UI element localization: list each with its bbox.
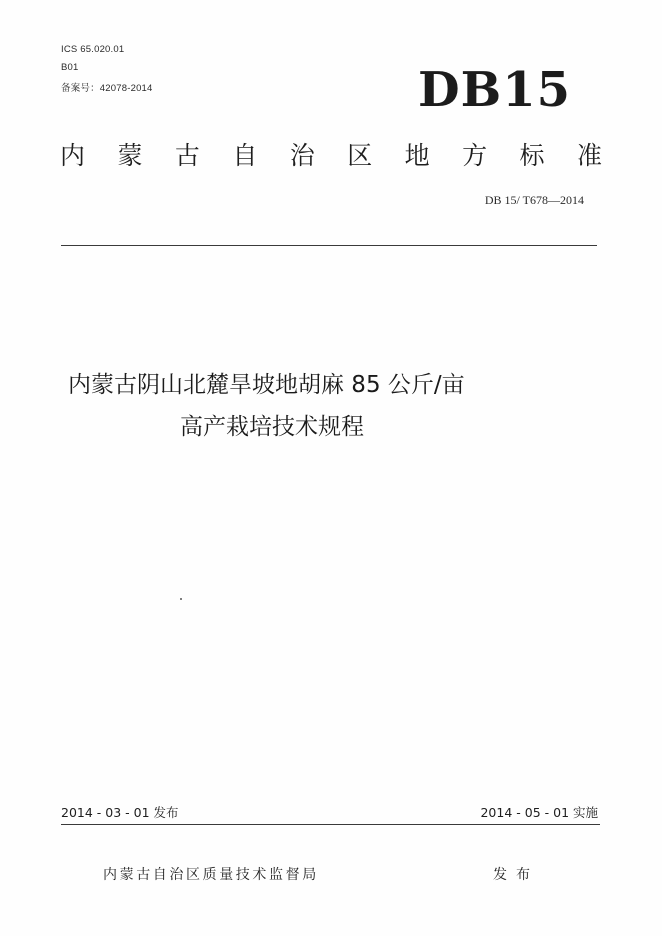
standard-code-mark: DB15	[418, 62, 571, 118]
category-char: 准	[576, 141, 602, 170]
category-char: 古	[174, 141, 200, 170]
scan-speck	[180, 598, 182, 600]
category-char: 标	[519, 141, 545, 170]
header-divider	[61, 245, 597, 246]
filing-number: 备案号：42078-2014	[61, 83, 153, 94]
category-char: 区	[347, 141, 373, 170]
implementation-date: 2014 - 05 - 01 实施	[480, 805, 598, 820]
category-char: 地	[404, 141, 430, 170]
category-char: 内	[60, 141, 86, 170]
document-title-line-1: 内蒙古阴山北麓旱坡地胡麻 85 公斤/亩	[68, 372, 465, 398]
ccs-code: B01	[61, 62, 79, 73]
issue-label: 发布	[493, 867, 539, 883]
ics-code: ICS 65.020.01	[61, 44, 125, 55]
category-char: 治	[289, 141, 315, 170]
category-char: 蒙	[117, 141, 143, 170]
standard-number: DB 15/ T678—2014	[484, 193, 584, 207]
footer-divider	[61, 824, 600, 825]
document-title-line-2: 高产栽培技术规程	[180, 414, 364, 440]
issue-date: 2014 - 03 - 01 发布	[61, 805, 179, 820]
category-char: 方	[462, 141, 488, 170]
issuing-authority: 内蒙古自治区质量技术监督局	[103, 867, 319, 883]
standard-category	[60, 141, 602, 171]
category-char: 自	[232, 141, 258, 170]
